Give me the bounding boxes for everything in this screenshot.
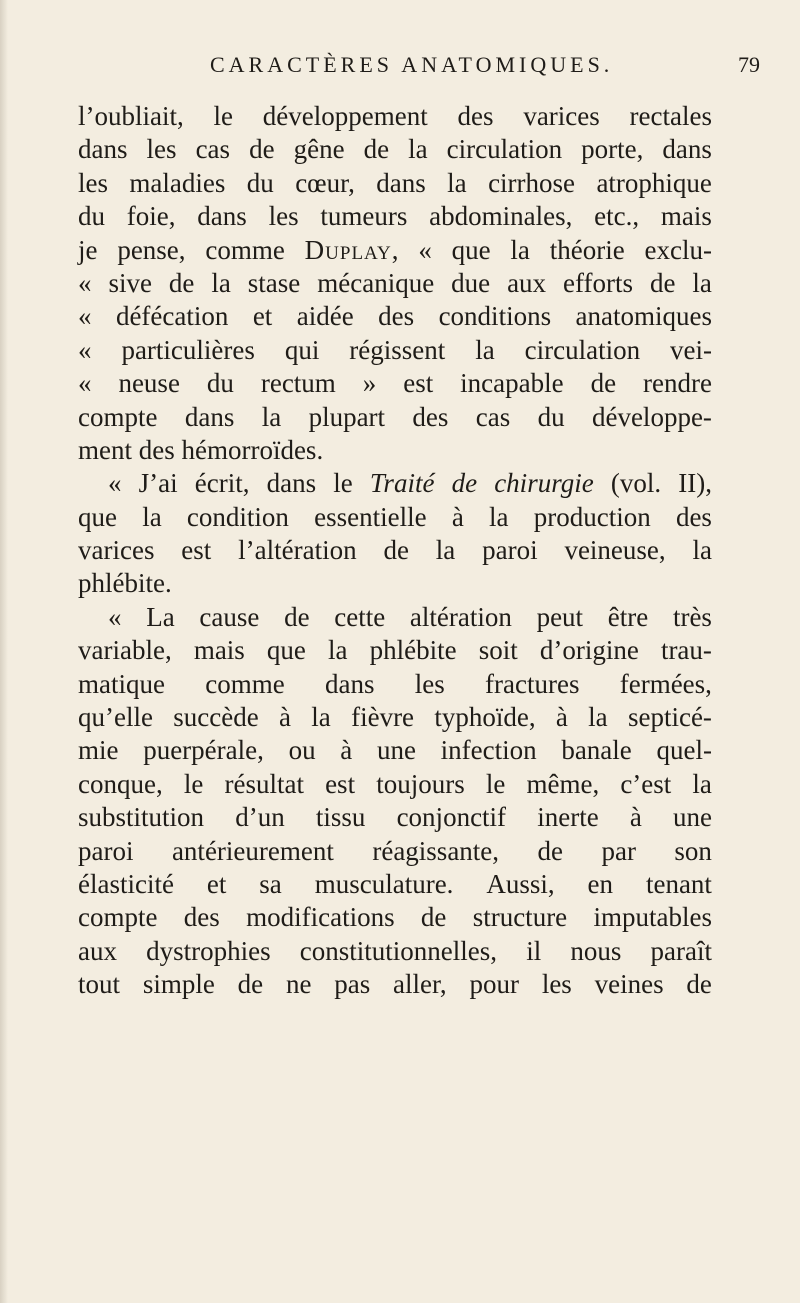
- text-line: [78, 634, 712, 667]
- word: trau-: [660, 635, 712, 666]
- word: la: [311, 702, 331, 733]
- word: dans: [197, 201, 247, 232]
- text-line: [78, 267, 712, 300]
- word: [305, 234, 399, 267]
- word: structure: [472, 902, 568, 933]
- word-part: la: [510, 234, 530, 265]
- word: modifications: [246, 902, 395, 933]
- word: neuse: [118, 368, 180, 399]
- text-line: [78, 133, 712, 166]
- word: circulation: [524, 334, 641, 365]
- line-text: phlébite.: [78, 568, 172, 599]
- word: comme: [205, 668, 285, 699]
- italic-title-word: de: [451, 468, 478, 499]
- word: dans: [376, 167, 426, 198]
- word: varices: [78, 535, 155, 566]
- word: substitution: [78, 802, 205, 833]
- word: régissent: [349, 334, 446, 365]
- word: maladies: [129, 167, 226, 198]
- word: en: [587, 868, 614, 899]
- word: veineuse,: [564, 535, 666, 566]
- word: à: [340, 735, 353, 766]
- word: à: [279, 702, 291, 733]
- word: phlébite: [369, 635, 457, 666]
- word: vei-: [670, 334, 712, 365]
- word: constitutionnelles,: [299, 935, 498, 966]
- word: la: [408, 134, 428, 165]
- word: très: [672, 601, 712, 632]
- word-part: II),: [678, 468, 712, 499]
- word: infection: [440, 735, 537, 766]
- word-part: le: [333, 468, 353, 499]
- text-line: [78, 835, 712, 868]
- word: la: [692, 535, 712, 566]
- word: mécanique: [317, 267, 435, 298]
- word: à: [451, 501, 464, 532]
- word: [418, 234, 432, 267]
- word: etc.,: [594, 201, 640, 232]
- text-line: [78, 968, 712, 1001]
- word: la: [489, 501, 509, 532]
- word: qui: [284, 334, 320, 365]
- word: [678, 467, 712, 500]
- text-line: [78, 601, 712, 634]
- word: est: [403, 368, 434, 399]
- word: Aussi,: [486, 868, 555, 899]
- word: d’origine: [539, 635, 639, 666]
- word: anatomiques: [575, 301, 712, 332]
- word: mie: [78, 735, 119, 766]
- word: résultat: [224, 768, 304, 799]
- text-line: [78, 467, 712, 500]
- word: conjonctif: [396, 802, 507, 833]
- word: varices: [523, 101, 600, 131]
- word: du: [537, 401, 565, 432]
- word: des: [378, 301, 415, 332]
- word: être: [607, 601, 649, 632]
- word: par: [601, 835, 636, 866]
- word: [645, 234, 712, 267]
- word: condition: [186, 501, 289, 532]
- word: de: [590, 368, 617, 399]
- word: abdominales,: [429, 201, 573, 232]
- word: tout: [78, 969, 121, 1000]
- word: à: [555, 702, 568, 733]
- word: inerte: [537, 802, 599, 833]
- word: les: [268, 201, 299, 232]
- word: de: [237, 969, 264, 1000]
- text-line: [78, 701, 712, 734]
- word: même,: [526, 768, 600, 799]
- word: plupart: [308, 401, 386, 432]
- word: le: [213, 101, 234, 131]
- text-line: [78, 434, 712, 467]
- text-line: [78, 768, 712, 801]
- word: compte: [78, 902, 158, 933]
- word: »: [362, 368, 377, 399]
- word: la: [692, 768, 712, 799]
- word: le: [485, 768, 506, 799]
- word: des: [457, 101, 494, 131]
- word: «: [108, 601, 122, 632]
- word: de: [649, 267, 676, 298]
- word: les: [78, 167, 108, 198]
- word: cause: [199, 601, 260, 632]
- word: atrophique: [596, 167, 712, 198]
- word: nous: [570, 935, 622, 966]
- word: des: [412, 401, 449, 432]
- word: et: [206, 868, 227, 899]
- text-line: [78, 200, 712, 233]
- word: du: [206, 368, 234, 399]
- word: cœur,: [295, 167, 355, 198]
- word: cette: [334, 601, 386, 632]
- text-line: [78, 300, 712, 333]
- word: stase: [247, 267, 301, 298]
- word: qu’elle: [78, 702, 153, 733]
- word: soit: [478, 635, 518, 666]
- word: tumeurs: [320, 201, 408, 232]
- word: [139, 467, 178, 500]
- word: tissu: [315, 802, 366, 833]
- text-line: [78, 935, 712, 968]
- author-name: Duplay: [304, 234, 392, 265]
- word: [494, 467, 593, 500]
- word-part: (vol.: [610, 468, 662, 499]
- word: de: [686, 969, 712, 1000]
- text-line: [78, 668, 712, 701]
- word-part: ,: [391, 234, 399, 265]
- word-part: écrit,: [194, 468, 250, 499]
- word-part: dans: [266, 468, 317, 499]
- word: défécation: [115, 301, 229, 332]
- word: développe-: [591, 401, 712, 432]
- word: cas: [195, 134, 231, 165]
- word: aux: [78, 935, 117, 966]
- text-line: [78, 901, 712, 934]
- word: et: [252, 301, 273, 332]
- word: les: [541, 969, 572, 1000]
- word: mais: [193, 635, 245, 666]
- italic-title-word: chirurgie: [494, 468, 594, 499]
- text-line: [78, 167, 712, 200]
- word: variable,: [78, 635, 172, 666]
- word-part: comme: [205, 234, 285, 265]
- word: aller,: [393, 969, 447, 1000]
- word: il: [526, 935, 542, 966]
- word: essentielle: [314, 501, 427, 532]
- word: compte: [78, 401, 158, 432]
- word: [108, 467, 122, 500]
- word: que: [266, 635, 306, 666]
- word-part: J’ai: [138, 468, 178, 499]
- word: fractures: [485, 668, 580, 699]
- word: «: [78, 368, 92, 399]
- word: son: [674, 835, 712, 866]
- word: dystrophies: [146, 935, 271, 966]
- word: [452, 467, 477, 500]
- word: peut: [536, 601, 584, 632]
- word: paroi: [78, 835, 134, 866]
- word: conque,: [78, 768, 163, 799]
- word: typhoïde,: [434, 702, 536, 733]
- line-text: ment des hémorroïdes.: [78, 434, 324, 465]
- word: La: [146, 601, 175, 632]
- word: aux: [507, 267, 547, 298]
- word: rendre: [643, 368, 712, 399]
- word: ou: [288, 735, 316, 766]
- word: dans: [184, 401, 235, 432]
- word: [452, 234, 491, 267]
- word: réagissante,: [372, 835, 500, 866]
- word: production: [533, 501, 651, 532]
- text-line: [78, 234, 712, 267]
- word: conditions: [438, 301, 552, 332]
- text-line: [78, 501, 712, 534]
- page-number: 79: [738, 52, 760, 77]
- italic-title-word: Traité: [369, 468, 435, 499]
- word: efforts: [563, 267, 633, 298]
- word: aidée: [296, 301, 354, 332]
- word: c’est: [620, 768, 672, 799]
- word: dans: [78, 134, 128, 165]
- word: de: [284, 601, 310, 632]
- word: la: [261, 401, 282, 432]
- running-head: [210, 52, 760, 82]
- word: paroi: [482, 535, 538, 566]
- word: porte,: [581, 134, 644, 165]
- word: la: [328, 635, 348, 666]
- word: [333, 467, 353, 500]
- word: mais: [660, 201, 712, 232]
- text-line: [78, 534, 712, 567]
- word-part: pense,: [117, 234, 186, 265]
- word: la: [435, 535, 456, 566]
- word: la: [692, 267, 712, 298]
- word: du: [78, 201, 105, 232]
- word: dans: [325, 668, 375, 699]
- text-line: [78, 734, 712, 767]
- word: paraît: [650, 935, 712, 966]
- word: imputables: [593, 902, 712, 933]
- word: d’un: [235, 802, 285, 833]
- word: [611, 467, 661, 500]
- word: l’altération: [238, 535, 357, 566]
- text-line: [78, 567, 712, 600]
- word: de: [249, 134, 275, 165]
- word: «: [78, 301, 92, 332]
- word-part: «: [418, 234, 432, 265]
- word: rectales: [629, 101, 712, 131]
- word: [205, 234, 284, 267]
- word: l’oubliait,: [78, 101, 184, 131]
- word: due: [451, 267, 491, 298]
- word-part: théorie: [549, 234, 625, 265]
- word: [510, 234, 530, 267]
- word: succède: [173, 702, 259, 733]
- text-line: [78, 868, 712, 901]
- word: banale: [561, 735, 632, 766]
- word: foie,: [126, 201, 176, 232]
- word-part: que: [451, 234, 491, 265]
- word: particulières: [121, 334, 255, 365]
- word: matique: [78, 668, 165, 699]
- word: de: [420, 902, 447, 933]
- word: la: [142, 501, 162, 532]
- word: quel-: [656, 735, 712, 766]
- word: [370, 467, 435, 500]
- word: dans: [662, 134, 712, 165]
- text-line: [78, 401, 712, 434]
- word: le: [183, 768, 204, 799]
- word: «: [78, 267, 92, 298]
- word: veines: [594, 969, 664, 1000]
- word: les: [414, 668, 445, 699]
- word: fermées,: [619, 668, 712, 699]
- word: des: [675, 501, 712, 532]
- word: pas: [334, 969, 371, 1000]
- word: circulation: [446, 134, 563, 165]
- body-text: [78, 100, 712, 1002]
- word: du: [246, 167, 274, 198]
- word: puerpérale,: [143, 735, 264, 766]
- word: fièvre: [351, 702, 415, 733]
- word: [267, 467, 317, 500]
- word: que: [78, 501, 117, 532]
- word: «: [78, 334, 92, 365]
- word: [550, 234, 625, 267]
- word: cirrhose: [488, 167, 576, 198]
- word-part: «: [108, 468, 122, 499]
- text-line: [78, 367, 712, 400]
- word: [117, 234, 185, 267]
- word: est: [181, 535, 212, 566]
- word: [195, 467, 250, 500]
- word: la: [447, 167, 467, 198]
- text-line: [78, 801, 712, 834]
- word: musculature.: [314, 868, 454, 899]
- word: une: [673, 802, 712, 833]
- word: sa: [259, 868, 282, 899]
- word: des: [183, 902, 220, 933]
- word: de: [537, 835, 563, 866]
- word: de: [383, 535, 409, 566]
- text-line: [78, 100, 712, 133]
- word: rectum: [260, 368, 336, 399]
- word: une: [376, 735, 416, 766]
- word: développement: [262, 101, 428, 131]
- word: sive: [108, 267, 152, 298]
- word: pour: [469, 969, 519, 1000]
- word: cas: [475, 401, 511, 432]
- word: antérieurement: [171, 835, 334, 866]
- word-part: je: [78, 234, 98, 265]
- word-part: exclu-: [644, 234, 712, 265]
- word: incapable: [460, 368, 564, 399]
- word: la: [211, 267, 231, 298]
- page-binding-shadow: [0, 0, 8, 1303]
- word: tenant: [645, 868, 712, 899]
- word: est: [325, 768, 356, 799]
- text-line: [78, 334, 712, 367]
- word: simple: [142, 969, 215, 1000]
- running-head-title: CARACTÈRES ANATOMIQUES.: [210, 52, 614, 77]
- word: de: [168, 267, 195, 298]
- word: gêne: [293, 134, 345, 165]
- word: la: [475, 334, 495, 365]
- word: septicé-: [627, 702, 712, 733]
- word: élasticité: [78, 868, 174, 899]
- word: la: [588, 702, 608, 733]
- word: toujours: [376, 768, 465, 799]
- word: [78, 234, 98, 267]
- word: de: [363, 134, 390, 165]
- word: altération: [409, 601, 512, 632]
- word: à: [629, 802, 642, 833]
- word: les: [146, 134, 177, 165]
- word: ne: [285, 969, 312, 1000]
